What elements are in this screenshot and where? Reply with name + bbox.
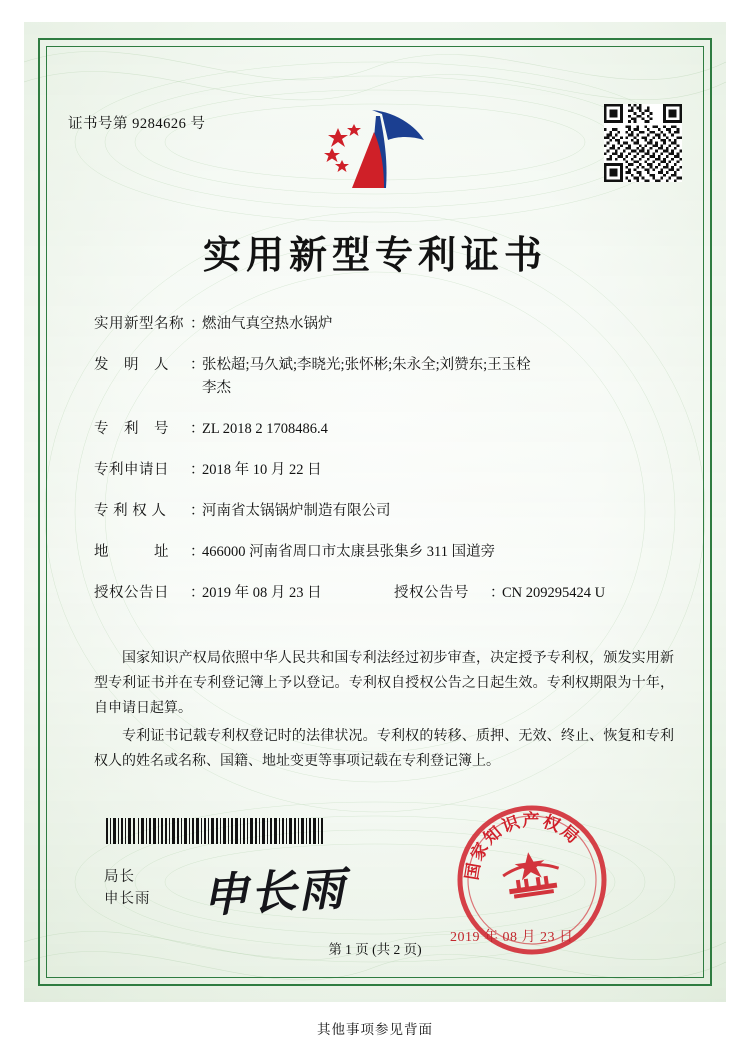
field-label: 专 利 权 人 — [94, 503, 167, 519]
certificate-content — [46, 46, 704, 978]
seal-date: 2019 年 08 月 23 日 — [450, 930, 574, 945]
grant-number-value: CN 209295424 U — [502, 585, 606, 601]
field-row-name — [94, 314, 674, 334]
signature-block — [104, 866, 151, 910]
grant-number-colon: ： — [490, 585, 505, 601]
field-row-application-date — [94, 460, 674, 480]
field-label: 地 址 — [94, 544, 169, 560]
qr-code — [604, 104, 682, 182]
legal-paragraph-2: 专利证书记载专利权登记时的法律状况。专利权的转移、质押、无效、终止、恢复和专利权人的姓名或名称、国籍、地址变更等事项记载在专利登记簿上。 — [94, 729, 674, 769]
field-value-patentee: 河南省太锅锅炉制造有限公司 — [202, 503, 391, 519]
field-row-grant — [94, 583, 674, 603]
director-name: 申长雨 — [104, 891, 151, 907]
field-row-address — [94, 542, 674, 562]
field-value-application-date: 2018 年 10 月 22 日 — [202, 462, 322, 478]
field-row-patent-number — [94, 419, 674, 439]
grant-date-label: 授权公告日 — [94, 585, 169, 601]
legal-text — [94, 646, 674, 777]
field-row-patentee — [94, 501, 674, 521]
grant-date-colon: ： — [190, 585, 205, 601]
grant-date-value: 2019 年 08 月 23 日 — [202, 585, 322, 601]
field-list — [94, 314, 674, 624]
field-colon: ： — [190, 544, 205, 560]
field-value-inventors-line2: 李杰 — [202, 380, 231, 396]
field-row-inventors — [94, 355, 674, 398]
field-label: 专利申请日 — [94, 462, 169, 478]
field-colon: ： — [190, 462, 205, 478]
field-label: 专 利 号 — [94, 421, 169, 437]
field-colon: ： — [190, 357, 205, 373]
svg-text:国家知识产权局: 国家知识产权局 — [462, 810, 585, 882]
field-value-address: 466000 河南省周口市太康县张集乡 311 国道旁 — [202, 544, 496, 560]
cnipa-logo — [314, 102, 434, 198]
field-colon: ： — [190, 316, 205, 332]
barcode — [106, 818, 326, 844]
page-title: 实用新型专利证书 — [202, 232, 547, 277]
field-colon: ： — [190, 503, 205, 519]
grant-number-group — [394, 583, 605, 603]
field-value-utility-model-name: 燃油气真空热水锅炉 — [202, 316, 333, 332]
page-number: 第 1 页 (共 2 页) — [328, 942, 422, 957]
grant-number-label: 授权公告号 — [394, 585, 469, 601]
field-colon: ： — [190, 421, 205, 437]
field-value-inventors: 张松超;马久斌;李晓光;张怀彬;朱永全;刘赞东;王玉栓 — [202, 357, 531, 373]
legal-paragraph-1: 国家知识产权局依照中华人民共和国专利法经过初步审查，决定授予专利权，颁发实用新型专利证书并在专利登记簿上予以登记。专利权自授权公告之日起生效。专利权期限为十年，自申请日起算。 — [94, 651, 674, 716]
footnote: 其他事项参见背面 — [317, 1022, 433, 1037]
field-value-patent-number: ZL 2018 2 1708486.4 — [202, 421, 328, 437]
certificate-number: 证书号第 9284626 号 — [68, 116, 206, 132]
field-label: 实用新型名称 — [94, 316, 184, 332]
handwritten-signature: 申长雨 — [200, 861, 348, 923]
field-label: 发 明 人 — [94, 357, 169, 373]
director-label: 局长 — [104, 869, 135, 885]
